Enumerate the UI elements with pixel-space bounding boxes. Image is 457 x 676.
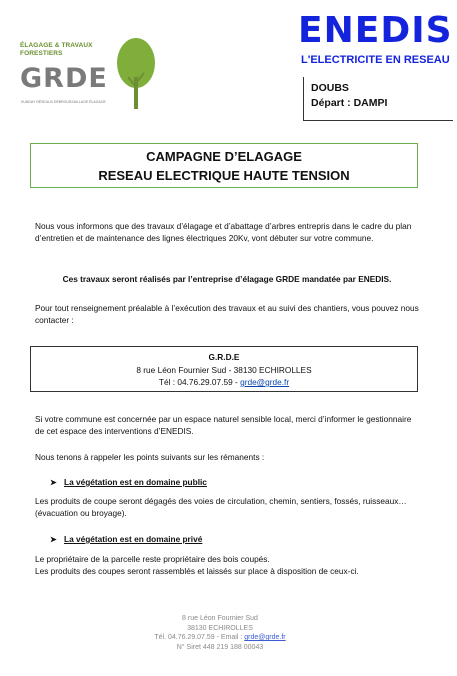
remanents-intro: Nous tenons à rappeler les points suivants sur les rémanents : <box>35 452 265 462</box>
contact-address: 8 rue Léon Fournier Sud - 38130 ECHIROLLES <box>136 364 312 375</box>
arrow-icon: ➤ <box>50 478 57 487</box>
enedis-name: ENEDIS <box>298 10 453 51</box>
public-heading-text: La végétation est en domaine public <box>64 477 207 487</box>
contact-intro: Pour tout renseignement préalable à l’exécution des travaux et au suivi des chantiers, vous pouvez nous contacter : <box>35 303 419 325</box>
grde-logo <box>20 37 155 112</box>
arrow-icon: ➤ <box>50 535 57 544</box>
depart-name: Départ : DAMPI <box>311 97 388 109</box>
public-heading <box>50 476 207 489</box>
private-heading <box>50 533 202 546</box>
footer-phone: Tél. 04.76.29.07.59 - <box>154 634 221 642</box>
private-heading-text: La végétation est en domaine privé <box>64 534 203 544</box>
contact-phone-line <box>31 376 417 389</box>
grde-subline: SUNDAY RÉSEAUX DÉBROUSSAILLAGE ÉLAGAGE <box>21 100 106 104</box>
enedis-logo <box>298 10 453 73</box>
private-paragraph-2: Les produits des coupes seront rassemblés et laissés sur place à disposition de ceux-ci. <box>35 566 359 576</box>
footer-email-sep: : <box>238 634 245 642</box>
footer-city: 38130 ECHIROLLES <box>187 624 253 632</box>
public-paragraph: Les produits de coupe seront dégagés des voies de circulation, chemin, sentiers, fossés, ruisseaux… (évacuation ou broyage). <box>35 496 407 518</box>
grde-name: GRDE <box>20 63 108 94</box>
private-paragraph-1: Le propriétaire de la parcelle reste propriétaire des bois coupés. <box>35 554 270 564</box>
contact-box <box>30 346 418 392</box>
footer-siret: N° Siret 448 219 188 00043 <box>176 643 264 651</box>
department-name: DOUBS <box>311 82 349 94</box>
department-box <box>303 77 453 121</box>
tree-icon <box>114 37 158 109</box>
contact-name: G.R.D.E <box>208 352 240 362</box>
title-line-2: RESEAU ELECTRIQUE HAUTE TENSION <box>98 168 350 183</box>
sensitive-area-paragraph: Si votre commune est concernée par un espace naturel sensible local, merci d’informer le gestionnaire de cet espace des interventions d’ENEDIS. <box>35 414 412 436</box>
company-notice: Ces travaux seront réalisés par l’entreprise d’élagage GRDE mandatée par ENEDIS. <box>62 274 392 284</box>
footer-address: 8 rue Léon Fournier Sud <box>182 615 258 622</box>
contact-phone: Tél : 04.76.29.07.59 - <box>158 377 241 387</box>
footer <box>120 614 320 652</box>
footer-email-link[interactable]: grde@grde.fr <box>244 634 286 642</box>
contact-email-link[interactable]: grde@grde.fr <box>240 377 290 387</box>
enedis-tagline: L'ELECTRICITE EN RESEAU <box>301 54 450 66</box>
campaign-title-box <box>30 143 418 188</box>
footer-contact-line <box>120 633 320 643</box>
grde-tagline: ÉLAGAGE & TRAVAUX FORESTIERS <box>20 42 93 57</box>
title-line-1: CAMPAGNE D’ELAGAGE <box>146 149 302 164</box>
intro-paragraph: Nous vous informons que des travaux d’élagage et d’abattage d’arbres entrepris dans le cadre du plan d’entretien et de maintenance des lignes électriques 20Kv, vont débuter sur votre commune. <box>35 221 412 243</box>
footer-email-label: Email <box>220 634 239 642</box>
